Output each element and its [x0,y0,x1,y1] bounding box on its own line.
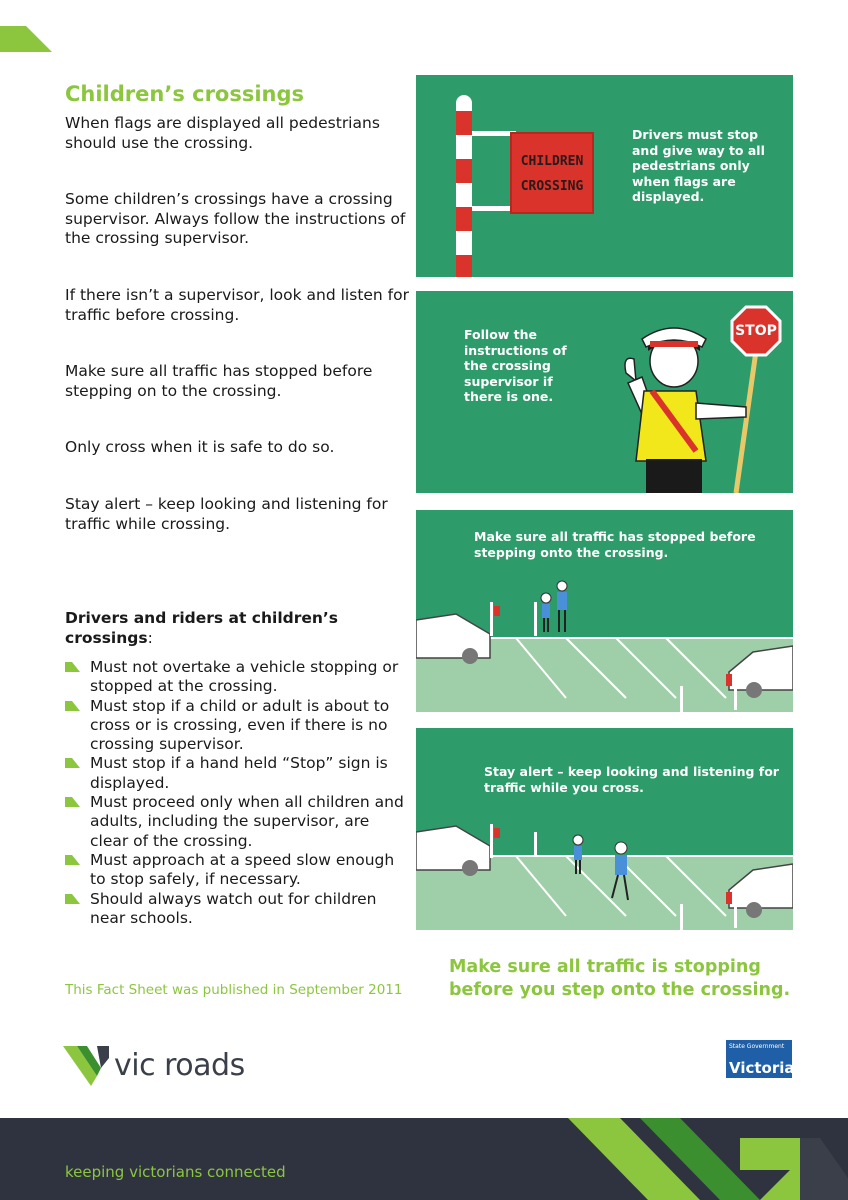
list-item [65,851,410,890]
footer-band [0,1118,848,1200]
arrow-bullet-icon [65,701,80,711]
list-item [65,793,410,851]
rule-text: Must proceed only when all children and adults, including the supervisor, are clear of the crossing. [90,793,404,850]
flag-sign-line2: CROSSING [520,179,584,194]
rule-text: Must stop if a hand held “Stop” sign is displayed. [90,754,388,792]
paragraph-traffic-stopped: Make sure all traffic has stopped before stepping on to the crossing. [65,362,373,400]
panel-caption-stay-alert: Stay alert – keep looking and listening for traffic while you cross. [484,764,779,795]
illustration-flag-panel [416,75,793,277]
arrow-bullet-icon [65,758,80,768]
arrow-bullet-icon [65,797,80,807]
drivers-heading-text: Drivers and riders at children’s crossings [65,609,339,647]
list-item [65,658,410,697]
paragraph-supervisor: Some children’s crossings have a crossing supervisor. Always follow the instructions of the crossing supervisor. [65,190,406,247]
drivers-heading-colon: : [147,629,153,647]
paragraph-look-listen: If there isn’t a supervisor, look and listen for traffic before crossing. [65,286,409,324]
list-item [65,890,410,929]
illustration-supervisor-panel [416,291,793,493]
list-item [65,697,410,755]
arrow-bullet-icon [65,894,80,904]
stop-sign-text: STOP [735,323,777,339]
corner-tab-decoration [0,0,60,52]
rule-text: Should always watch out for children near schools. [90,889,377,927]
state-government-victoria-logo [726,1040,795,1078]
rule-text: Must stop if a child or adult is about to cross or is crossing, even if there is no crossing supervisor. [90,696,390,754]
illustration-traffic-stopped-panel [416,510,793,712]
arrow-bullet-icon [65,662,80,672]
green-caption: Make sure all traffic is stopping before you step onto the crossing. [449,957,791,1000]
panel-caption-traffic-stopped: Make sure all traffic has stopped before stepping onto the crossing. [474,529,756,560]
driver-rules-list [65,658,410,928]
paragraph-safe: Only cross when it is safe to do so. [65,438,335,456]
arrow-bullet-icon [65,855,80,865]
rule-text: Must not overtake a vehicle stopping or stopped at the crossing. [90,658,399,696]
illustration-stay-alert-panel [416,728,793,930]
footer-swoosh-decoration [0,1118,848,1200]
vicroads-logo-text: vic roads [114,1048,245,1083]
drivers-heading [65,608,410,648]
page-title: Children’s crossings [65,82,305,106]
gov-logo-big-text: Victoria [729,1059,795,1077]
flag-sign-line1: CHILDREN [520,154,584,169]
paragraph-stay-alert: Stay alert – keep looking and listening for traffic while crossing. [65,495,388,533]
footer-tagline: keeping victorians connected [65,1163,286,1181]
gov-logo-small-text: State Government [729,1043,785,1050]
rule-text: Must approach at a speed slow enough to stop safely, if necessary. [90,850,395,889]
list-item [65,754,410,793]
flag-sign-text [514,149,590,199]
publication-note: This Fact Sheet was published in September 2011 [65,982,403,998]
vicroads-logo-icon [63,1042,111,1086]
panel-caption-flags: Drivers must stop and give way to all pedestrians only when flags are displayed. [632,127,765,204]
stay-alert-illustration [416,728,793,930]
panel-caption-supervisor: Follow the instructions of the crossing supervisor if there is one. [464,327,567,404]
paragraph-flags: When flags are displayed all pedestrians should use the crossing. [65,114,380,152]
